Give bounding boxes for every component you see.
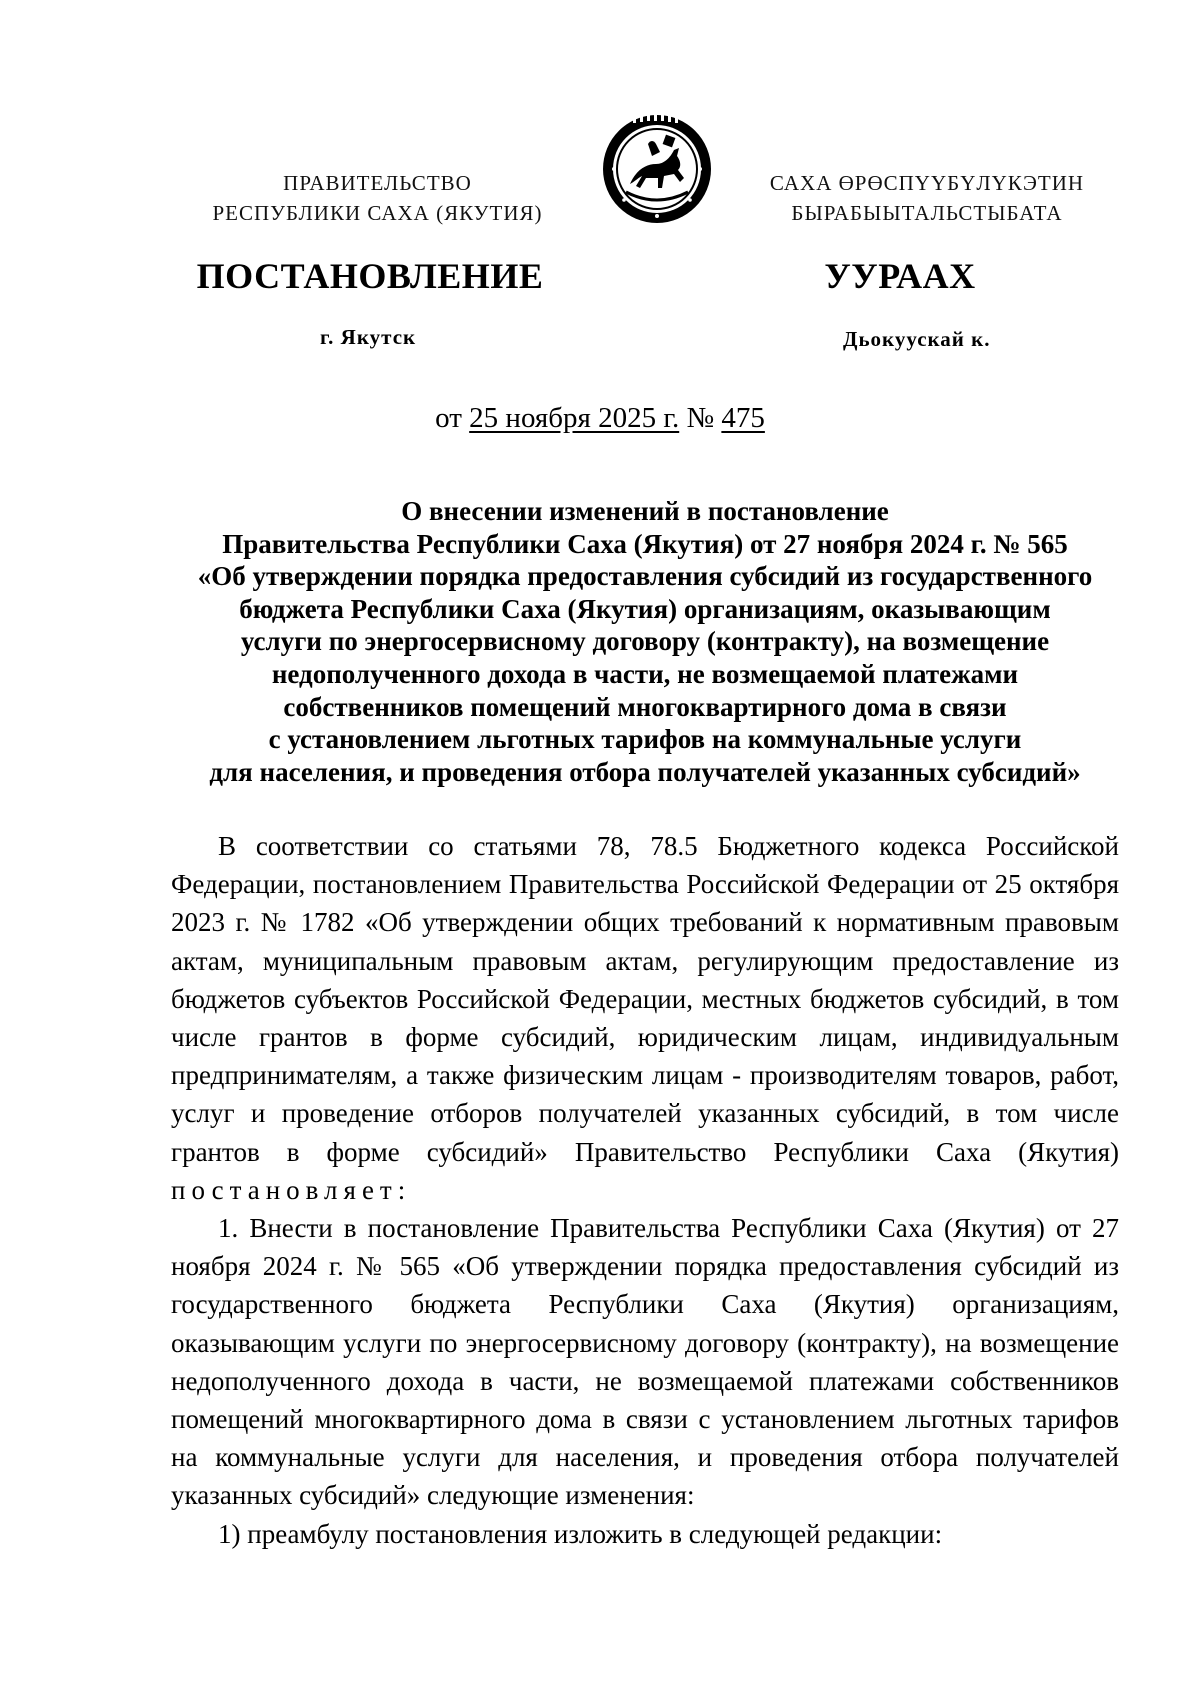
header-left-line2: РЕСПУБЛИКИ САХА (ЯКУТИЯ) (212, 201, 543, 225)
document-number: 475 (721, 402, 765, 434)
city-ru: г. Якутск (320, 325, 417, 349)
title-line: О внесении изменений в постановление (401, 496, 889, 526)
paragraph-subitem-1: 1) преамбулу постановления изложить в следующей редакции: (218, 1518, 943, 1549)
title-line: собственников помещений многоквартирного дома в связи (283, 691, 1007, 722)
paragraph-preamble-text: В соответствии со статьями 78, 78.5 Бюджетного кодекса Российской Федерации, постановлением Правительства Российской Федерации от 25 октября 2023 г. № 1782 «Об утверждении общих требований к нормативным правовым актам, муниципальным правовым актам, регулирующим предоставление из бюджетов субъектов Российской Федерации, местных бюджетов субсидий, в том числе грантов в форме субсидий, юридическим лицам, индивидуальным предпринимателям, а также физическим лицам - производителям товаров, работ, услуг и проведение отборов получателей указанных субсидий, в том числе грантов в форме субсидий» Правительство Республики Саха (Якутия) (171, 831, 1119, 1167)
resolves-word: постановляет: (171, 1174, 412, 1205)
title-line: с установлением льготных тарифов на коммунальные услуги (268, 724, 1022, 755)
paragraph-item-1: 1. Внести в постановление Правительства Республики Саха (Якутия) от 27 ноября 2024 г. № 565 «Об утверждении порядка предоставления субсидий из государственного бюджета Республики Саха (Якутия) организациям, оказывающим услуги по энергосервисному договору (контракту), на возмещение недополученного дохода в части, не возмещаемой платежами собственников помещений многоквартирного дома в связи с установлением льготных тарифов на коммунальные услуги для населения, и проведения отбора получателей указанных субсидий» следующие изменения: (171, 1213, 1119, 1511)
date-number-line (0, 400, 1200, 436)
header-left-line1: ПРАВИТЕЛЬСТВО (283, 171, 472, 195)
title-line: для населения, и проведения отбора получателей указанных субсидий» (209, 756, 1081, 787)
emblem-icon (600, 112, 714, 226)
number-sign: № (679, 402, 722, 434)
header-right-line2: БЫРАБЫЫТАЛЬСТЫБАТА (791, 201, 1063, 225)
document-body (171, 827, 1119, 1553)
document-date: 25 ноября 2025 г. (469, 402, 680, 434)
paragraph-preamble (171, 827, 1119, 1209)
title-line: недополученного дохода в части, не возмещаемой платежами (271, 658, 1019, 689)
header-right-line1: САХА ӨРӨСПҮҮБҮЛҮКЭТИН (769, 171, 1085, 195)
title-line: услуги по энергосервисному договору (контракту), на возмещение (240, 626, 1050, 657)
title-line: «Об утверждении порядка предоставления субсидий из государственного (197, 561, 1093, 592)
header-right (737, 168, 1117, 228)
document-title (160, 495, 1130, 788)
doc-type-ru: ПОСТАНОВЛЕНИЕ (196, 256, 544, 296)
date-prefix: от (435, 402, 470, 434)
doc-type-sakha: УУРААХ (824, 256, 976, 296)
city-sakha: Дьокуускай к. (843, 327, 991, 351)
header-left (180, 168, 575, 228)
title-line: бюджета Республики Саха (Якутия) организациям, оказывающим (239, 593, 1051, 624)
title-line: Правительства Республики Саха (Якутия) от 27 ноября 2024 г. № 565 (222, 528, 1068, 559)
